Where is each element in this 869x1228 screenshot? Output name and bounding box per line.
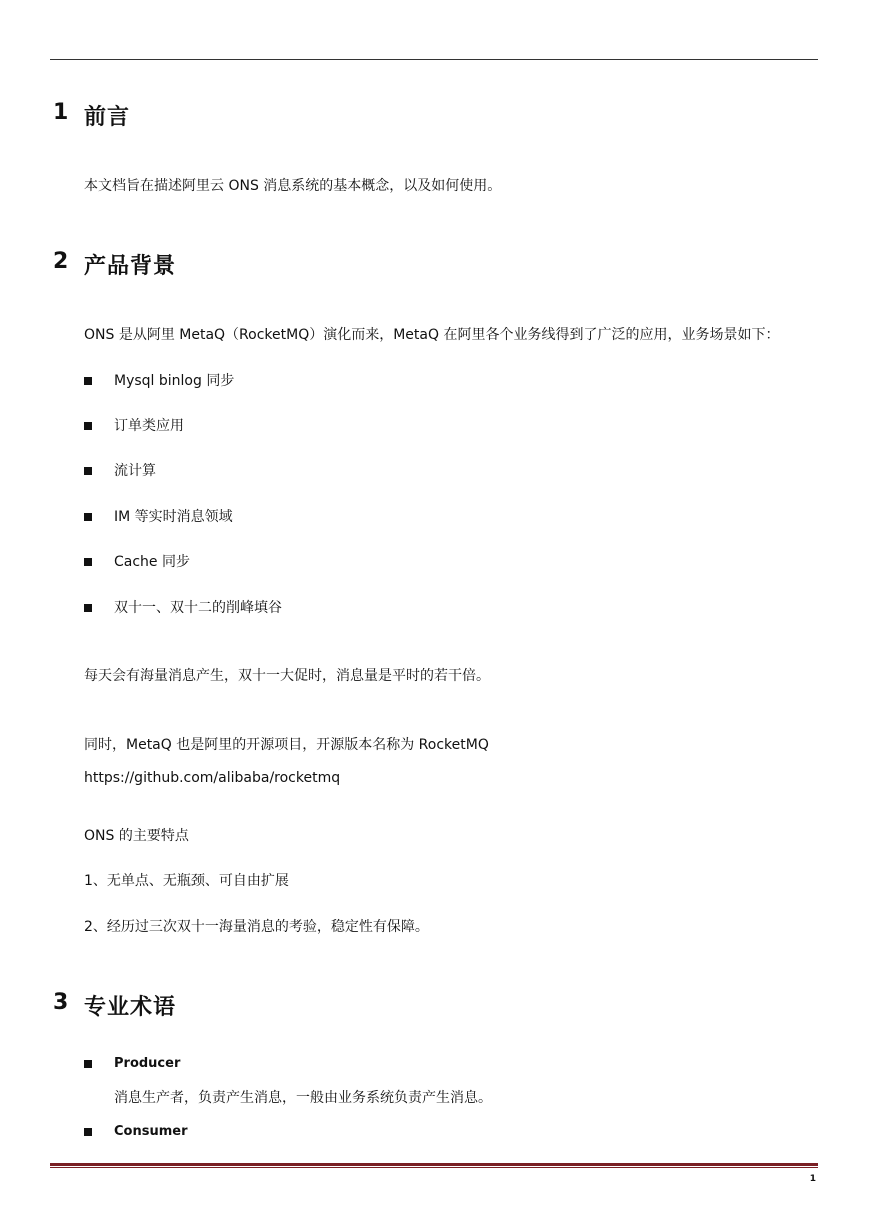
footer-rule — [50, 1163, 818, 1166]
scenario-item: Mysql binlog 同步 — [114, 373, 235, 389]
background-lead: ONS 是从阿里 MetaQ（RocketMQ）演化而来，MetaQ 在阿里各个业务线得到了广泛的应用，业务场景如下： — [84, 327, 780, 343]
section-2-number: 2 — [53, 249, 69, 274]
term-consumer: Consumer — [114, 1124, 188, 1139]
bullet-icon — [84, 558, 92, 566]
bullet-icon — [84, 467, 92, 475]
bullet-icon — [84, 513, 92, 521]
scenario-item: 订单类应用 — [114, 418, 184, 434]
scenario-item: 流计算 — [114, 463, 156, 479]
scenario-item: IM 等实时消息领域 — [114, 509, 233, 525]
feature-item: 2、经历过三次双十一海量消息的考验，稳定性有保障。 — [84, 919, 429, 935]
feature-item: 1、无单点、无瓶颈、可自由扩展 — [84, 873, 289, 889]
term-producer-desc: 消息生产者，负责产生消息，一般由业务系统负责产生消息。 — [114, 1090, 492, 1106]
section-1-number: 1 — [53, 100, 69, 125]
page-number: 1 — [809, 1174, 816, 1184]
intro-paragraph: 本文档旨在描述阿里云 ONS 消息系统的基本概念，以及如何使用。 — [84, 178, 502, 194]
open-source-paragraph: 同时，MetaQ 也是阿里的开源项目，开源版本名称为 RocketMQ — [84, 737, 489, 753]
section-2-title: 产品背景 — [84, 254, 177, 279]
features-title: ONS 的主要特点 — [84, 828, 189, 844]
header-rule — [50, 59, 818, 60]
section-1-title: 前言 — [84, 105, 131, 130]
bullet-icon — [84, 1128, 92, 1136]
section-3-title: 专业术语 — [84, 995, 177, 1020]
bullet-icon — [84, 1060, 92, 1068]
scenario-item: 双十一、双十二的削峰填谷 — [114, 600, 282, 616]
section-3-number: 3 — [53, 990, 69, 1015]
footer-rule-thin — [50, 1167, 818, 1168]
bullet-icon — [84, 377, 92, 385]
bullet-icon — [84, 422, 92, 430]
repo-link[interactable]: https://github.com/alibaba/rocketmq — [84, 770, 341, 786]
scenario-item: Cache 同步 — [114, 554, 190, 570]
term-producer: Producer — [114, 1056, 181, 1071]
bullet-icon — [84, 604, 92, 612]
daily-volume-paragraph: 每天会有海量消息产生，双十一大促时，消息量是平时的若干倍。 — [84, 668, 490, 684]
